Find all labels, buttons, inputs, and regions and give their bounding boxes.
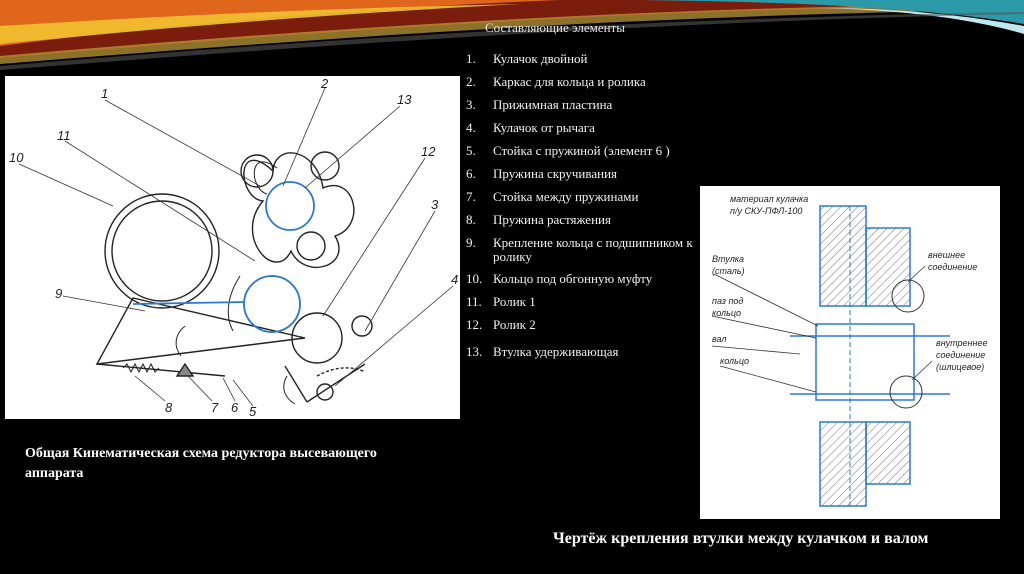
- kinematic-diagram: [5, 76, 460, 419]
- list-item: 4. Кулачок от рычага: [466, 120, 595, 135]
- label-material-2: п/у СКУ-ПФЛ-100: [730, 206, 803, 216]
- label-outer-1: внешнее: [928, 250, 966, 260]
- roller-highlight: [244, 276, 300, 332]
- callout-11: 11: [57, 128, 71, 143]
- list-item: 12. Ролик 2: [466, 317, 536, 332]
- callout-7: 7: [211, 400, 219, 415]
- cam-lower-left: [820, 422, 866, 506]
- callout-8: 8: [165, 400, 173, 415]
- cam-upper-right: [866, 228, 910, 306]
- callout-9: 9: [55, 286, 63, 301]
- double-cam: [244, 153, 354, 267]
- label-bushing-2: (сталь): [712, 266, 745, 276]
- cam-upper-left: [820, 206, 866, 306]
- bushing-drawing-panel: [700, 186, 1000, 519]
- ring-outer: [105, 194, 219, 308]
- components-list: [466, 52, 696, 368]
- cam-lobe: [241, 155, 273, 187]
- bushing-highlight: [266, 182, 314, 230]
- list-item: 3. Прижимная пластина: [466, 97, 613, 112]
- stand: [177, 364, 193, 376]
- label-ring: кольцо: [720, 356, 750, 366]
- kinematic-caption: Общая Кинематическая схема редуктора высевающего аппарата: [25, 446, 377, 481]
- callout-5: 5: [249, 404, 257, 419]
- callout-4: 4: [451, 272, 459, 287]
- label-groove-2: кольцо: [712, 308, 742, 318]
- ring-inner: [112, 201, 212, 301]
- kinematic-diagram-panel: [5, 76, 460, 419]
- callout-12: 12: [421, 144, 436, 159]
- list-item: 10. Кольцо под обгонную муфту: [466, 271, 653, 286]
- list-item: 11. Ролик 1: [466, 294, 536, 309]
- label-inner-2: соединение: [936, 350, 986, 360]
- linkage-bar: [97, 364, 225, 376]
- list-item: 8. Пружина растяжения: [466, 212, 611, 227]
- callout-2: 2: [321, 76, 329, 91]
- components-heading: Составляющие элементы: [485, 20, 625, 35]
- cam-lower-right: [866, 422, 910, 484]
- list-item: 2. Каркас для кольца и ролика: [466, 74, 646, 89]
- callout-3: 3: [431, 197, 439, 212]
- list-item: 7. Стойка между пружинами: [466, 189, 639, 204]
- callout-1: 1: [101, 86, 109, 101]
- list-item: 5. Стойка с пружиной (элемент 6 ): [466, 143, 670, 158]
- small-wheel: [352, 316, 372, 336]
- extension-spring: [123, 364, 159, 372]
- list-item: 9. Крепление кольца с подшипником к ролику: [466, 235, 693, 264]
- cam-lobe: [311, 152, 339, 180]
- callout-6: 6: [231, 400, 239, 415]
- label-inner-3: (шлицевое): [936, 362, 985, 372]
- label-bushing-1: Втулка: [712, 254, 745, 264]
- drawing-caption: Чертёж крепления втулки между кулачком и валом: [553, 530, 929, 547]
- label-material-1: материал кулачка: [730, 194, 809, 204]
- list-item: 13. Втулка удерживающая: [466, 344, 619, 359]
- callout-13: 13: [397, 92, 412, 107]
- label-inner-1: внутреннее: [936, 338, 988, 348]
- inner-joint-circle: [890, 376, 922, 408]
- list-item: 6. Пружина скручивания: [466, 166, 618, 181]
- bushing-drawing: [700, 186, 1000, 519]
- callout-10: 10: [9, 150, 24, 165]
- label-groove-1: паз под: [712, 296, 744, 306]
- label-shaft: вал: [712, 334, 727, 344]
- list-item: 1. Кулачок двойной: [466, 51, 588, 66]
- label-outer-2: соединение: [928, 262, 978, 272]
- lever: [285, 364, 365, 402]
- cam-lobe: [297, 232, 325, 260]
